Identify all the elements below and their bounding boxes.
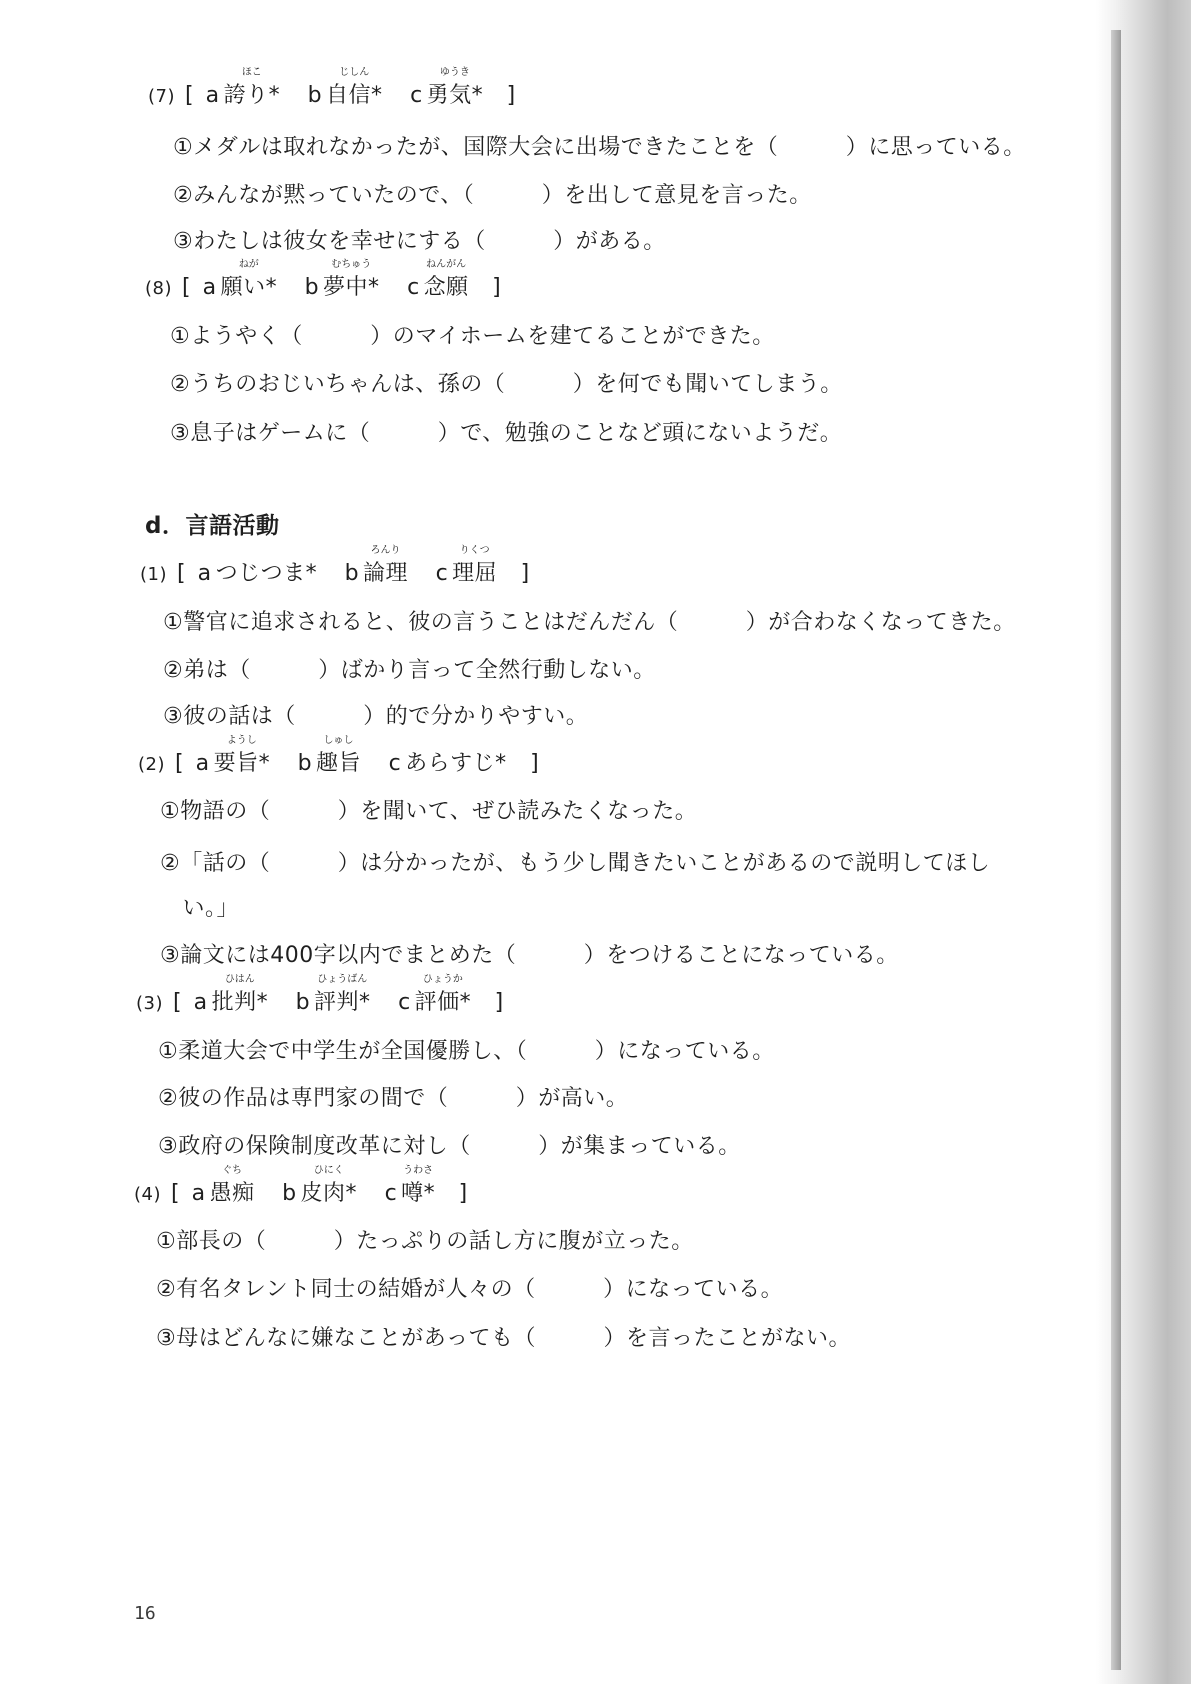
option-word-text: 論理 [363,561,409,586]
furigana: ひにく [313,1165,344,1176]
option-letter: a [191,1181,206,1206]
option-letter: a [202,275,217,300]
furigana: ひょうばん [317,974,368,985]
option-letter: b [282,1181,297,1206]
option-word-text: 批判* [211,990,269,1015]
option-word [209,1165,255,1208]
furigana: ほこ [241,67,262,78]
option-word [363,545,409,588]
option-word [220,259,278,302]
furigana: ろんり [370,545,401,556]
exercise-8-options: (8) [ a ねが 願い* b むちゅう 夢中* c ねんがん 念願 ] [145,259,502,300]
exercise-d2-options: (2) [ a ようし 要旨* b しゅし 趣旨 c あらすじ* ] [138,735,540,776]
question-text: ②うちのおじいちゃんは、孫の（ ）を何でも聞いてしまう。 [170,372,843,397]
exercise-d3-options: (3) [ a ひはん 批判* b ひょうばん 評判* c ひょうか 評価* ] [136,974,504,1015]
option-word [223,67,281,110]
exercise-number: (2) [138,754,165,775]
question-text: ③母はどんなに嫌なことがあっても（ ）を言ったことがない。 [156,1326,852,1351]
furigana: ひはん [224,974,255,985]
exercise-7-options: (7) [ a ほこ 誇り* b じしん 自信* c ゆうき 勇気* ] [148,67,516,108]
furigana: ようし [226,735,257,746]
option-word [316,735,362,778]
exercise-number: (7) [148,86,175,107]
exercise-number: (8) [145,278,172,299]
exercise-d4-options: (4) [ a ぐち 愚痴 b ひにく 皮肉* c うわさ 噂* ] [134,1165,468,1206]
option-letter: c [398,990,411,1015]
section-heading: d．言語活動 [145,513,280,539]
option-letter: b [307,83,323,108]
option-letter: b [344,561,360,586]
option-letter: c [410,83,423,108]
question-text: い。」 [160,896,240,921]
question-text: ②彼の作品は専門家の間で（ ）が高い。 [158,1086,629,1111]
option-word-text: 願い* [220,275,278,300]
option-word-text: 評価* [414,990,472,1015]
option-word [314,974,371,1017]
furigana: うわさ [403,1165,434,1176]
option-word-text: 夢中* [323,275,380,300]
option-word [401,1165,436,1208]
option-word-text: 勇気* [426,83,484,108]
option-letter: b [297,751,313,776]
option-word [423,259,469,302]
furigana: ひょうか [422,974,463,985]
question-text: ②弟は（ ）ばかり言って全然行動しない。 [163,658,656,683]
option-word-text: あらすじ* [405,751,507,776]
option-word [405,750,507,778]
option-word [300,1165,358,1208]
question-text: ①部長の（ ）たっぷりの話し方に腹が立った。 [156,1229,694,1254]
question-text: ②「話の（ ）は分かったが、もう少し聞きたいことがあるので説明してほし [160,851,991,876]
option-word-text: 皮肉* [300,1181,358,1206]
exercise-number: (1) [140,564,167,585]
option-word [216,560,318,588]
option-word-text: 愚痴 [209,1181,255,1206]
question-text: ③政府の保険制度改革に対し（ ）が集まっている。 [158,1134,741,1159]
question-text: ②みんなが黙っていたので、（ ）を出して意見を言った。 [173,183,812,208]
option-word-text: 評判* [314,990,371,1015]
option-word-text: 噂* [401,1181,436,1206]
option-letter: c [384,1181,398,1206]
option-word-text: 趣旨 [316,751,362,776]
furigana: しゅし [323,735,354,746]
furigana: じしん [339,67,370,78]
option-letter: c [407,275,420,300]
option-word-text: 理屈 [452,561,498,586]
question-text: ③彼の話は（ ）的で分かりやすい。 [163,704,589,729]
question-text: ①ようやく（ ）のマイホームを建てることができた。 [170,324,775,349]
option-letter: a [197,561,212,586]
exercise-number: (3) [136,993,163,1014]
question-text: ①メダルは取れなかったが、国際大会に出場できたことを（ ）に思っている。 [173,135,1026,160]
option-word-text: 誇り* [223,83,281,108]
question-text: ③息子はゲームに（ ）で、勉強のことなど頭にないようだ。 [170,421,843,446]
option-word [426,67,484,110]
option-letter: b [304,275,320,300]
option-word-text: 要旨* [213,751,271,776]
furigana: りくつ [459,545,490,556]
option-letter: c [435,561,449,586]
exercise-number: (4) [134,1184,161,1205]
question-text: ①警官に追求されると、彼の言うことはだんだん（ ）が合わなくなってきた。 [163,610,1016,635]
scan-page-edge [1111,30,1121,1670]
furigana: ゆうき [439,67,470,78]
furigana: ねが [238,259,259,270]
furigana: ねんがん [426,259,467,270]
option-word [452,545,498,588]
option-letter: a [193,990,208,1015]
question-text: ③論文には400字以内でまとめた（ ）をつけることになっている。 [160,943,899,968]
question-text: ②有名タレント同士の結婚が人々の（ ）になっている。 [156,1277,784,1302]
option-word [211,974,269,1017]
option-letter: c [388,751,402,776]
question-text: ①柔道大会で中学生が全国優勝し、（ ）になっている。 [158,1039,775,1064]
option-letter: a [205,83,220,108]
option-word [414,974,472,1017]
option-letter: b [295,990,311,1015]
option-word-text: つじつま* [215,561,318,586]
question-text: ①物語の（ ）を聞いて、ぜひ読みたくなった。 [160,799,698,824]
question-text: ③わたしは彼女を幸せにする（ ）がある。 [173,229,666,254]
option-word [213,735,271,778]
option-word-text: 念願 [423,275,469,300]
exercise-d1-options: (1) [ a つじつま* b ろんり 論理 c りくつ 理屈 ] [140,545,530,586]
option-letter: a [195,751,210,776]
option-word [323,259,380,302]
furigana: ぐち [222,1165,243,1176]
option-word-text: 自信* [326,83,383,108]
page-number: 16 [134,1603,156,1624]
furigana: むちゅう [331,259,372,270]
option-word [326,67,383,110]
